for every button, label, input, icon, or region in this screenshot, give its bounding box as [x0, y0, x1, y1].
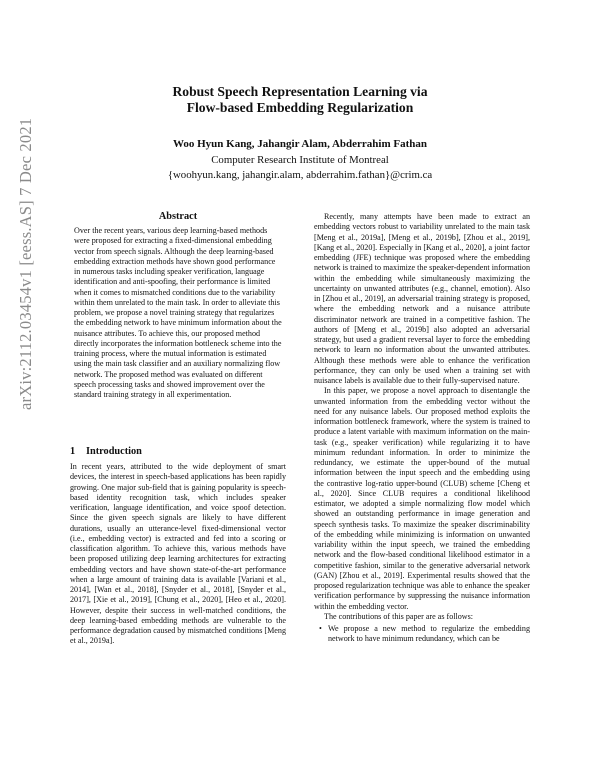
- abstract-body: [74, 226, 282, 400]
- right-paragraph-1: Recently, many attempts have been made to extract an embedding vectors robust to variability unrelated to the main task [Meng et al., 2019a], [Meng et al., 2019b], [Zhou et al., 2019], [Kang et al., 2020]. Especially in [Kang et al., 2020], a joint factor embedding (JFE) technique was proposed where the embedding network is trained to maximize the speaker-dependent information within the embedding while simultaneously maximizing the uncertainty on unwanted attributes (e.g., channel, emotion). Also in [Zhou et al., 2019], an adversarial training strategy is proposed, where the embedding network and a nuisance attribute discriminator network are trained in a competitive fashion. The authors of [Meng et al., 2019b] also adopted an adversarial strategy, but used a gradient reversal layer to force the embedding network to learn no information about the unwanted attributes. Although these methods were able to enhance the verification performance, they can only be used when a training set with nuisance labels is available due to their fully-supervised nature.: [314, 212, 530, 385]
- title-line-1: Robust Speech Representation Learning via: [172, 84, 428, 99]
- introduction-text: In recent years, attributed to the wide deployment of smart devices, the interest in speech-based applications has been rapidly growing. One major sub-field that is gaining popularity is speech-based identity recognition task, which includes speaker verification, language identification, and voice spoof detection. Since the given speech signals are likely to have different durations, usually an utterance-level fixed-dimensional vector (i.e., embedding vector) is extracted and fed into a scoring or classification algorithm. To achieve this, various methods have been proposed utilizing deep learning architectures for extracting embedding vectors and have shown state-of-the-art performance when a large amount of training data is available [Variani et al., 2014], [Wan et al., 2018], [Snyder et al., 2018], [Snyder et al., 2017], [Xie et al., 2019], [Chung et al., 2020], [Heo et al., 2020]. However, despite their success in well-matched conditions, the deep learning-based embedding methods are vulnerable to the performance degradation caused by mismatched conditions [Meng et al., 2019a].: [70, 462, 286, 646]
- authors: Woo Hyun Kang, Jahangir Alam, Abderrahim Fathan: [172, 138, 428, 150]
- bullet-text: We propose a new method to regularize the embedding network to have minimum redundancy, which can be: [328, 624, 530, 644]
- contribution-bullet-1: [314, 624, 530, 645]
- right-column: [314, 212, 530, 645]
- paper-title: [90, 84, 510, 116]
- section-heading-introduction: [70, 446, 142, 457]
- title-line-2: Flow-based Embedding Regularization: [186, 100, 414, 115]
- affiliation-block: [60, 153, 540, 183]
- emails: {woohyun.kang, jahangir.alam, abderrahim.fathan}@crim.ca: [167, 169, 433, 181]
- section-number: 1: [70, 446, 76, 457]
- affiliation: Computer Research Institute of Montreal: [211, 154, 389, 166]
- introduction-body: [70, 462, 286, 647]
- abstract-text: Over the recent years, various deep learning-based methods were proposed for extracting a fixed-dimensional embedding vector from speech signals. Although the deep learning-based embedding extraction methods have shown good performance in numerous tasks including speaker verification, language identification and anti-spoofing, their performance is limited when it comes to mismatched conditions due to the variability within them unrelated to the main task. In order to alleviate this problem, we propose a novel training strategy that regularizes the embedding network to have minimum information about the nuisance attributes. To achieve this, our proposed method directly incorporates the information bottleneck scheme into the training process, where the mutual information is estimated using the main task classifier and an auxiliary normalizing flow network. The proposed method was evaluated on different speech processing tasks and showed improvement over the standard training strategy in all experimentation.: [74, 226, 282, 399]
- section-title: Introduction: [86, 446, 142, 457]
- arxiv-stamp: arXiv:2112.03454v1 [eess.AS] 7 Dec 2021: [16, 117, 35, 410]
- abstract-heading: Abstract: [158, 211, 198, 222]
- right-paragraph-3: The contributions of this paper are as follows:: [324, 611, 474, 621]
- arxiv-stamp-container: [0, 0, 40, 776]
- bullet-icon: •: [319, 624, 322, 633]
- right-paragraph-2: In this paper, we propose a novel approach to disentangle the unwanted information from the embedding vector without the need for any nuisance labels. Our proposed method exploits the information bottleneck framework, where the system is trained to produce a latent variable with maximum information on the main-task (e.g., speaker verification) while regularizing it to have minimum redundant information. In order to minimize the redundancy, we estimate the upper-bound of the mutual information between the input speech and the embedding using the contrastive log-ratio upper-bound (CLUB) scheme [Cheng et al., 2020]. Since CLUB requires a conditional likelihood estimator, we adopted a simple normalizing flow model which showed an outstanding performance in image generation and speech synthesis tasks. To maximize the speaker discriminability of the embedding while minimizing is information on unwanted variability within the input speech, we trained the embedding network and the flow-based conditional likelihood estimator in a competitive fashion, similar to the generative adversarial network (GAN) [Zhou et al., 2019]. Experimental results showed that the proposed regularization technique was able to enhance the speaker verification performance by suppressing the nuisance information within the embedding vector.: [314, 386, 530, 611]
